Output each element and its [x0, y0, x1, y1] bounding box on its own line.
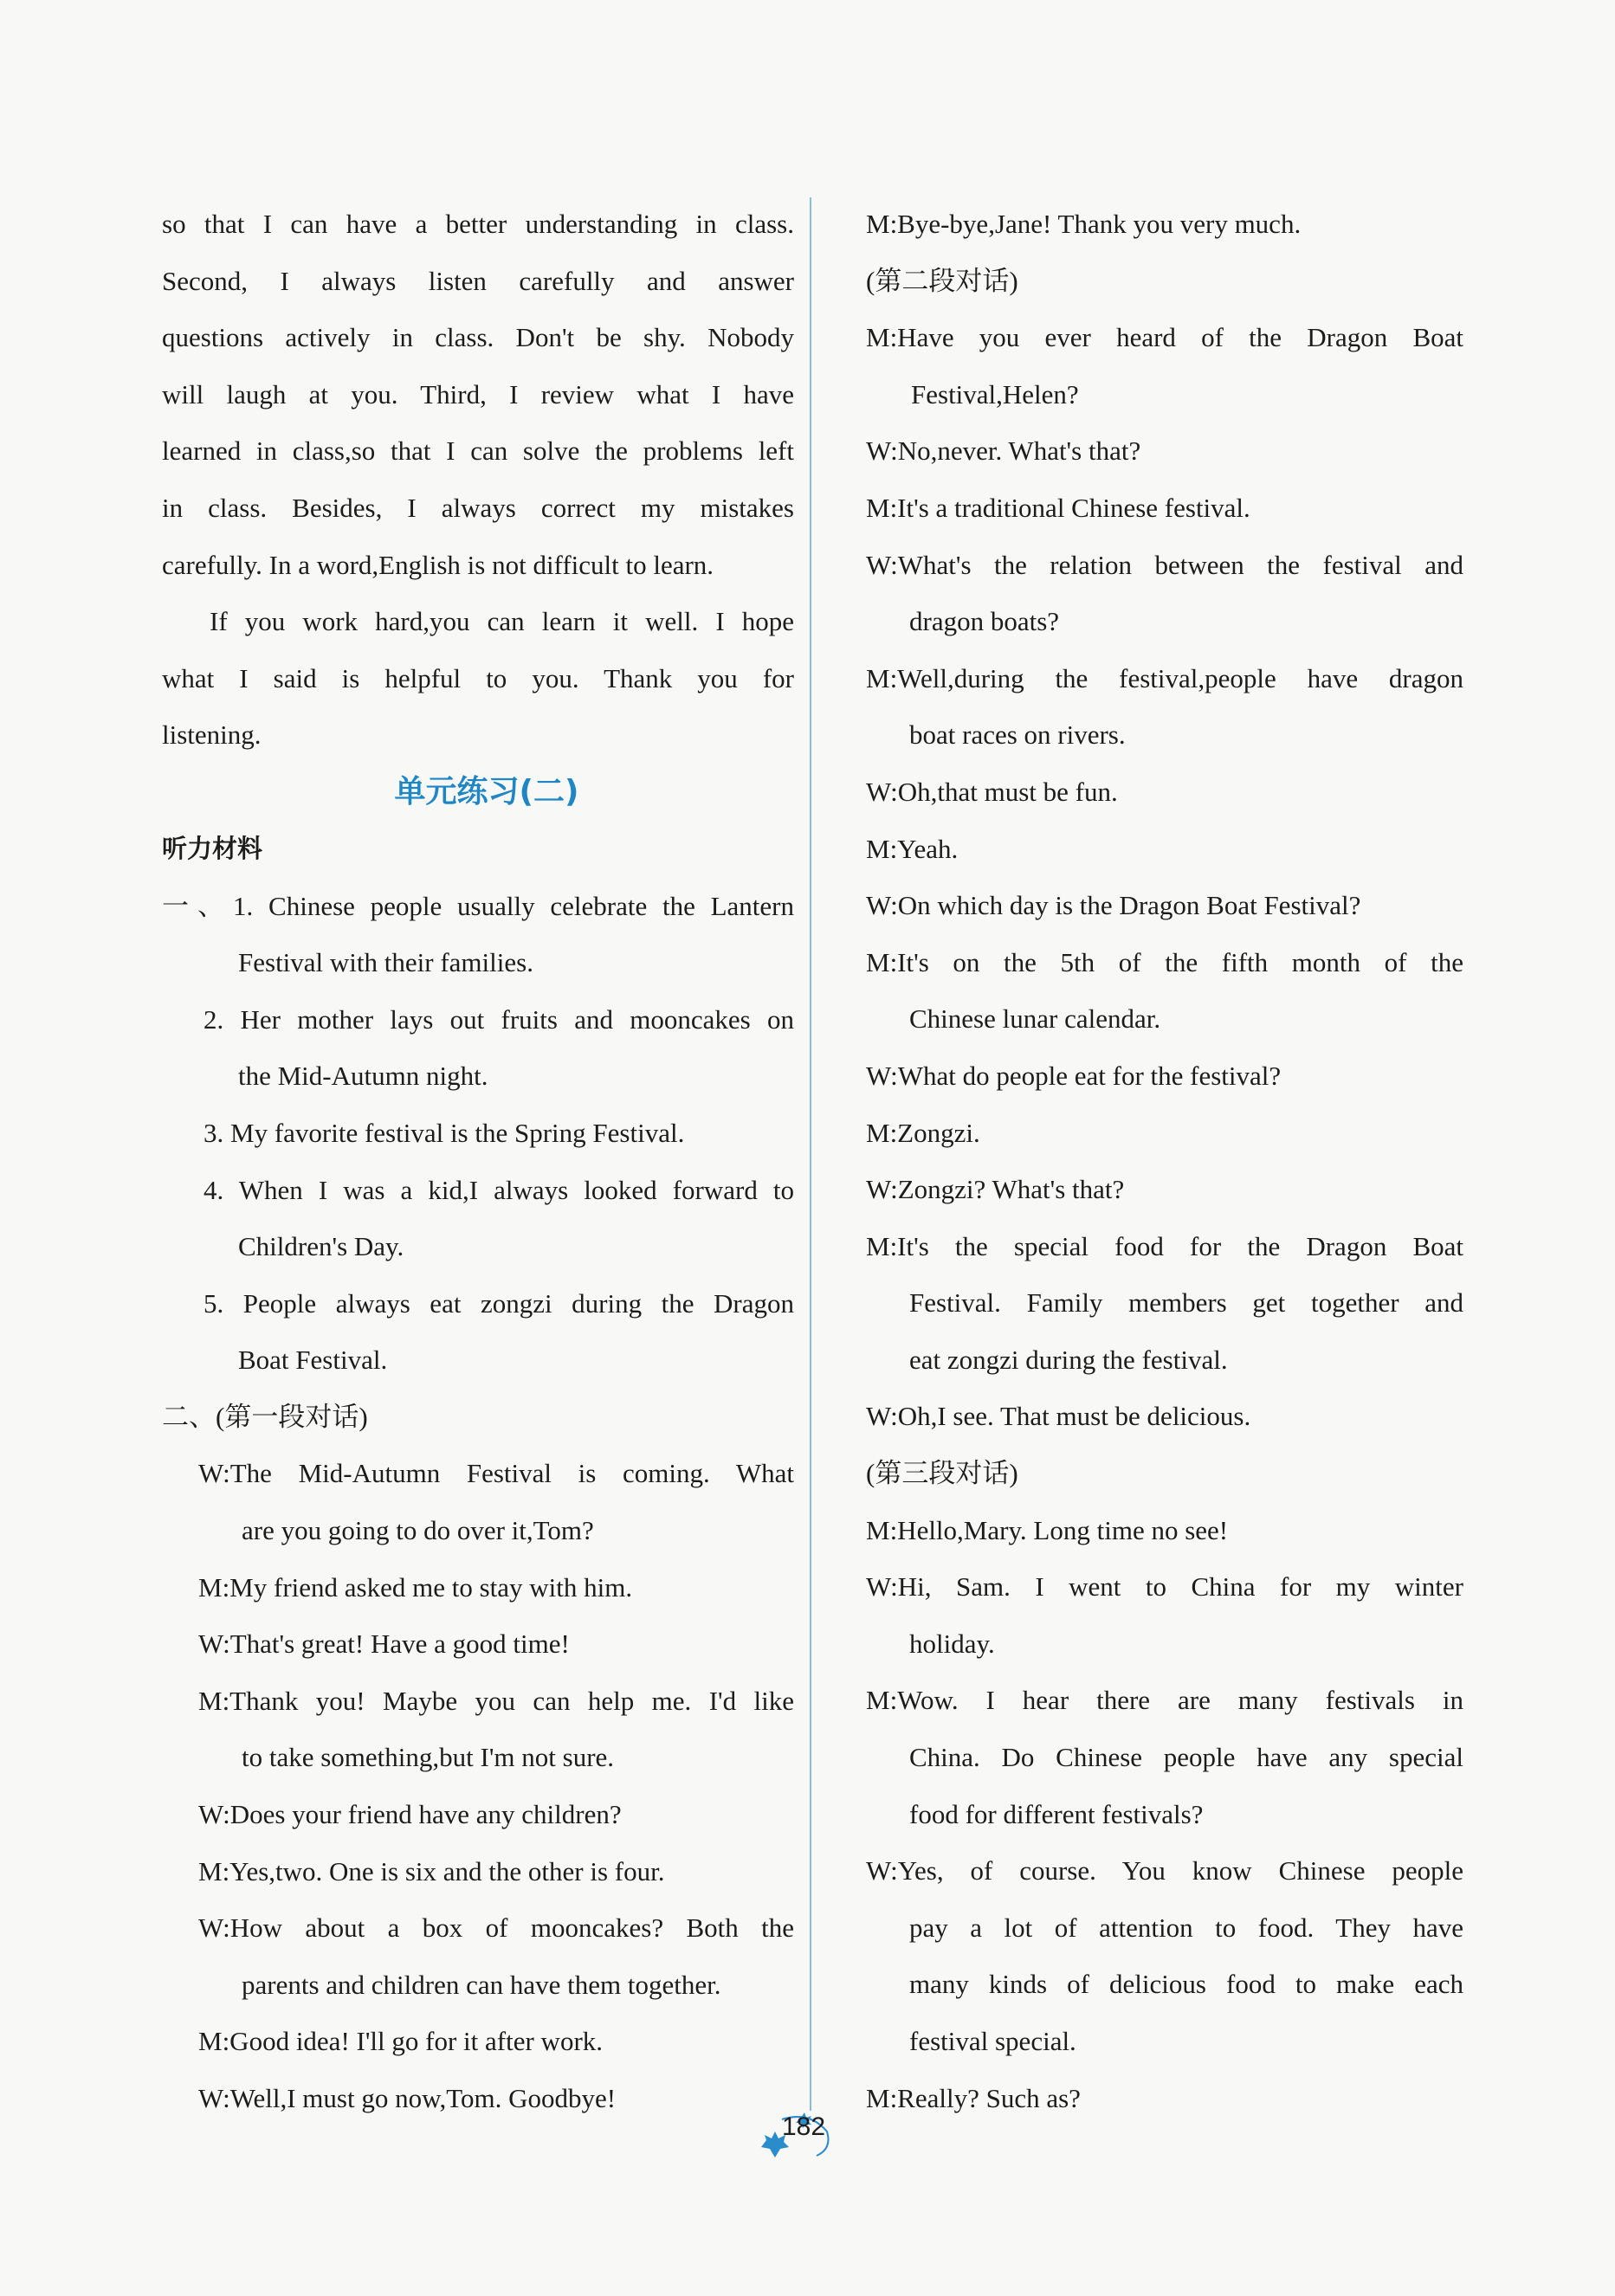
text-line: M:Wow. I hear there are many festivals in: [866, 1685, 1463, 1716]
text-line: (第三段对话): [866, 1458, 1018, 1489]
text-line: 二、(第一段对话): [162, 1401, 368, 1432]
text-line: Festival with their families.: [238, 947, 533, 978]
text-line: carefully. In a word,English is not difficult to learn.: [162, 549, 714, 580]
column-divider: [810, 197, 811, 2111]
text-line: 一、1. Chinese people usually celebrate the Lantern: [162, 890, 794, 921]
page-number-badge: [749, 2106, 844, 2166]
text-line: 5. People always eat zongzi during the Dragon: [203, 1287, 794, 1319]
text-line: learned in class,so that I can solve the problems left: [162, 435, 794, 467]
text-line: M:Well,during the festival,people have dragon: [866, 662, 1463, 693]
text-line: M:It's the special food for the Dragon Boat: [866, 1230, 1463, 1261]
left-column: [162, 196, 794, 2127]
listening-script-right: [866, 196, 1463, 2126]
text-line: If you work hard,you can learn it well. I hope: [210, 606, 794, 637]
text-line: M:It's on the 5th of the fifth month of the: [866, 946, 1463, 977]
text-line: Second, I always listen carefully and answer: [162, 265, 794, 296]
text-line: 4. When I was a kid,I always looked forward to: [203, 1174, 794, 1205]
text-line: M:Really? Such as?: [866, 2082, 1081, 2113]
text-line: in class. Besides, I always correct my mistakes: [162, 492, 794, 523]
text-line: Festival,Helen?: [911, 378, 1079, 410]
text-line: W:Does your friend have any children?: [198, 1799, 622, 1830]
text-line: 2. Her mother lays out fruits and mooncakes on: [203, 1003, 794, 1035]
text-line: W:The Mid-Autumn Festival is coming. What: [198, 1458, 794, 1489]
text-line: listening.: [162, 719, 262, 751]
text-line: W:How about a box of mooncakes? Both the: [198, 1912, 794, 1944]
text-line: W:That's great! Have a good time!: [198, 1628, 570, 1660]
text-line: W:Yes, of course. You know Chinese people: [866, 1855, 1463, 1886]
text-line: (第二段对话): [866, 265, 1018, 296]
left-paragraphs: [162, 196, 794, 764]
text-line: M:Hello,Mary. Long time no see!: [866, 1514, 1229, 1545]
text-line: M:Zongzi.: [866, 1117, 980, 1148]
text-line: W:Well,I must go now,Tom. Goodbye!: [198, 2083, 617, 2113]
text-line: China. Do Chinese people have any special: [909, 1742, 1463, 1773]
text-line: M:It's a traditional Chinese festival.: [866, 492, 1250, 523]
text-line: W:No,never. What's that?: [866, 435, 1141, 467]
section-title: 单元练习(二): [394, 773, 579, 809]
text-line: will laugh at you. Third, I review what I have: [162, 378, 794, 410]
right-column: [866, 196, 1463, 2126]
text-line: Festival. Family members get together and: [909, 1287, 1463, 1319]
text-line: M:My friend asked me to stay with him.: [198, 1571, 633, 1603]
text-line: 3. My favorite festival is the Spring Festival.: [203, 1117, 685, 1148]
text-line: food for different festivals?: [909, 1798, 1204, 1829]
text-line: pay a lot of attention to food. They have: [909, 1912, 1463, 1943]
text-line: W:On which day is the Dragon Boat Festival?: [866, 890, 1361, 921]
text-line: M:Thank you! Maybe you can help me. I'd like: [198, 1685, 794, 1716]
text-line: what I said is helpful to you. Thank you for: [162, 662, 794, 693]
text-line: W:Oh,that must be fun.: [866, 776, 1118, 807]
text-line: Children's Day.: [238, 1231, 404, 1262]
text-line: Chinese lunar calendar.: [909, 1003, 1161, 1035]
text-line: questions actively in class. Don't be shy. Nobody: [162, 322, 794, 353]
text-line: M:Yeah.: [866, 833, 959, 864]
text-line: holiday.: [909, 1628, 995, 1659]
text-line: W:Zongzi? What's that?: [866, 1174, 1125, 1205]
text-line: so that I can have a better understanding in class.: [162, 209, 794, 239]
listening-script-left: [162, 878, 794, 2127]
text-line: M:Have you ever heard of the Dragon Boat: [866, 322, 1463, 353]
text-line: boat races on rivers.: [909, 719, 1126, 751]
text-line: eat zongzi during the festival.: [909, 1344, 1228, 1375]
text-line: W:Oh,I see. That must be delicious.: [866, 1401, 1251, 1432]
text-line: parents and children can have them together.: [242, 1969, 721, 2000]
page-number: 182: [782, 2112, 826, 2141]
text-line: many kinds of delicious food to make each: [909, 1969, 1463, 2000]
text-line: are you going to do over it,Tom?: [242, 1515, 594, 1546]
listening-materials-heading: 听力材料: [162, 833, 263, 863]
text-line: festival special.: [909, 2026, 1076, 2056]
text-line: to take something,but I'm not sure.: [242, 1742, 615, 1773]
text-line: W:Hi, Sam. I went to China for my winter: [866, 1571, 1463, 1603]
text-line: M:Good idea! I'll go for it after work.: [198, 2026, 604, 2057]
text-line: W:What's the relation between the festival and: [866, 549, 1463, 580]
text-line: the Mid-Autumn night.: [238, 1061, 488, 1092]
text-line: M:Bye-bye,Jane! Thank you very much.: [866, 209, 1302, 239]
text-line: W:What do people eat for the festival?: [866, 1060, 1282, 1091]
text-line: dragon boats?: [909, 606, 1060, 637]
text-line: M:Yes,two. One is six and the other is four.: [198, 1855, 665, 1886]
text-line: Boat Festival.: [238, 1345, 388, 1376]
